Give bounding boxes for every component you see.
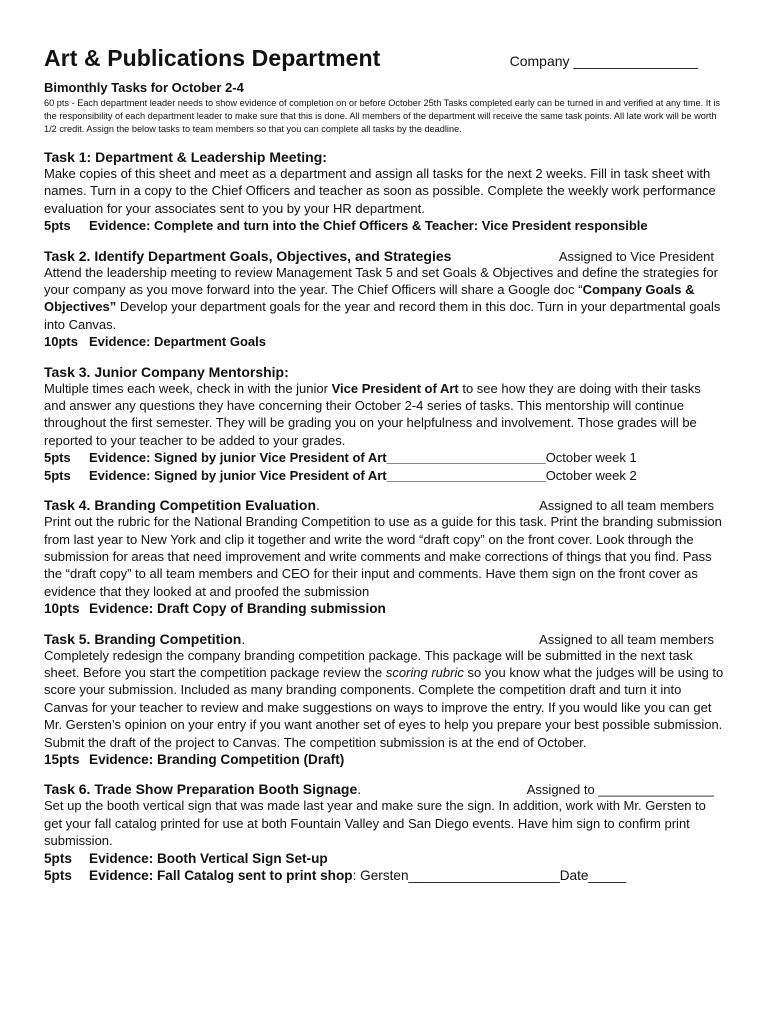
task-2-evidence (44, 333, 726, 350)
task-2-assigned: Assigned to Vice President (558, 248, 714, 264)
task-6-evidence-text-1: Evidence: Booth Vertical Sign Set-up (89, 850, 328, 866)
task-6-title-text: Task 6. Trade Show Preparation Booth Signage (44, 781, 358, 798)
task-4-title-text: Task 4. Branding Competition Evaluation (44, 497, 316, 514)
task-3-evidence-text-2: Evidence: Signed by junior Vice President of Art______________________ (89, 467, 546, 483)
task-4-points: 10pts (44, 601, 80, 617)
task-5 (44, 631, 726, 769)
page-subtitle: Bimonthly Tasks for October 2-4 (44, 80, 244, 95)
task-5-body (44, 647, 726, 751)
task-1-body-a: Make copies of this sheet and meet as a department and assign all tasks for the next 2 weeks. Fill in task sheet with names. Turn in a copy to the Chief Officers and teacher as soon as possible (44, 166, 711, 199)
task-5-points: 15pts (44, 751, 80, 767)
task-6-title-dot: . (357, 781, 362, 798)
task-5-title-dot: . (241, 630, 246, 647)
task-1-points: 5pts (44, 218, 71, 234)
task-2-title: Task 2. Identify Department Goals, Objectives, and Strategies (44, 247, 452, 264)
task-5-body-b: so you know what the judges will be using to score your submission. Included as many branding components. Complete the competition draft and turn it into Canvas for your teacher to review and make suggestions on ways to improve the entry. If you would like you can get Mr. Gersten’s opinion on your entry if you want another set of eyes to help you prepare your best possible submission. Submit the draft of the project to Canvas. The competition submission is at the end of October. (44, 664, 724, 750)
intro-text: 60 pts - Each department leader needs to show evidence of completion on or before October 25th Tasks completed early can be turned in and verified at any time. It is the responsibility of each department leader to make sure that this is done. All members of the department will receive the same task points. All late work will be worth 1/2 credit. Assign the below tasks to team members so that you can complete all tasks by the deadline. (44, 98, 721, 134)
task-6-points-1: 5pts (44, 850, 72, 866)
task-2-body-b: Develop your department goals for the year and record them in this doc. Turn in your departmental goals into Canvas. (44, 299, 721, 332)
task-4 (44, 497, 726, 617)
task-3-points-2: 5pts (44, 467, 71, 483)
task-1-body-b: . Complete the weekly work performance evaluation for your associates sent to you by your HR department. (44, 183, 716, 216)
task-6-points-2: 5pts (44, 868, 72, 883)
task-1-evidence-text: Evidence: Complete and turn into the Chief Officers & Teacher: Vice President responsible (89, 218, 648, 234)
task-5-evidence (44, 751, 726, 768)
task-3-evidence-2 (44, 467, 726, 484)
task-6-evidence-1 (44, 850, 726, 867)
task-4-title (44, 497, 320, 513)
task-6-signature-line: : Gersten____________________Date_____ (352, 868, 627, 883)
task-5-title-text: Task 5. Branding Competition (44, 630, 242, 647)
header (44, 45, 726, 72)
task-6-title (44, 781, 361, 797)
task-5-evidence-text: Evidence: Branding Competition (Draft) (89, 751, 345, 767)
task-6-evidence-2 (44, 867, 726, 884)
task-4-title-dot: . (316, 497, 320, 514)
task-3-week-1: October week 1 (545, 450, 637, 466)
task-5-title (44, 631, 245, 647)
task-1-title: Task 1: Department & Leadership Meeting: (44, 149, 327, 165)
task-3-title: Task 3. Junior Company Mentorship: (44, 363, 289, 380)
task-2-body-bold: Company Goals & Objectives” (44, 282, 695, 315)
task-3-body (44, 380, 726, 450)
task-3-body-a: Multiple times each week, check in with the junior (44, 380, 332, 396)
task-2-evidence-text: Evidence: Department Goals (89, 334, 266, 350)
task-2 (44, 248, 726, 351)
task-4-assigned: Assigned to all team members (539, 498, 714, 514)
task-6-body: Set up the booth vertical sign that was made last year and make sure the sign. In addition, work with Mr. Gersten to get your fall catalog printed for use at both Fountain Valley and San Diego events. Have him sign to confirm print submission. (44, 798, 706, 849)
task-4-evidence (44, 600, 726, 617)
task-1 (44, 149, 726, 235)
task-5-body-italic: scoring rubric (385, 664, 464, 680)
page-title: Art & Publications Department (44, 45, 381, 71)
task-1-body (44, 165, 726, 217)
task-1-evidence (44, 217, 726, 234)
task-5-assigned: Assigned to all team members (539, 631, 714, 647)
task-4-body: Print out the rubric for the National Branding Competition to use as a guide for this task. Print the branding submission from last year to New York and clip it together and write the word “draft copy” on the front cover. Look through the submission for areas that need improvement and write comments and make corrections of things that you find. Pass the “draft copy” to all team members and CEO for their input and comments. Have them sign on the front cover as evidence that they looked at and proofed the submission (44, 514, 722, 599)
task-6 (44, 781, 726, 884)
task-4-evidence-text: Evidence: Draft Copy of Branding submission (89, 601, 386, 617)
task-3-body-bold: Vice President of Art (331, 380, 459, 396)
task-3-week-2: October week 2 (545, 467, 637, 483)
task-2-body (44, 264, 726, 334)
task-3-evidence-text-1: Evidence: Signed by junior Vice President of Art______________________ (89, 450, 546, 466)
task-2-points: 10pts (44, 334, 78, 350)
task-3-points-1: 5pts (44, 450, 71, 466)
task-3-body-b: to see how they are doing with their tasks and answer any questions they have concerning their October 2-4 series of tasks. This mentorship will continue throughout the first semester. They will be grading you on your helpfulness and involvement. Those grades will be reported to your teacher to be added to your grades. (44, 380, 701, 448)
company-field: Company ________________ (509, 53, 698, 69)
task-3 (44, 364, 726, 484)
task-6-assigned: Assigned to ________________ (526, 782, 714, 798)
task-6-evidence-text-2: Evidence: Fall Catalog sent to print shop (89, 868, 353, 883)
task-3-evidence-1 (44, 449, 726, 466)
task-2-body-a: Attend the leadership meeting to review Management Task 5 and set Goals & Objectives and define the strategies for your company as you move forward into the year. The Chief Officers will share a Google doc “ (44, 264, 718, 298)
task-5-body-a: Completely redesign the company branding competition package. This package will be submitted in the next task sheet. Before you start the competition package review the (44, 647, 693, 680)
